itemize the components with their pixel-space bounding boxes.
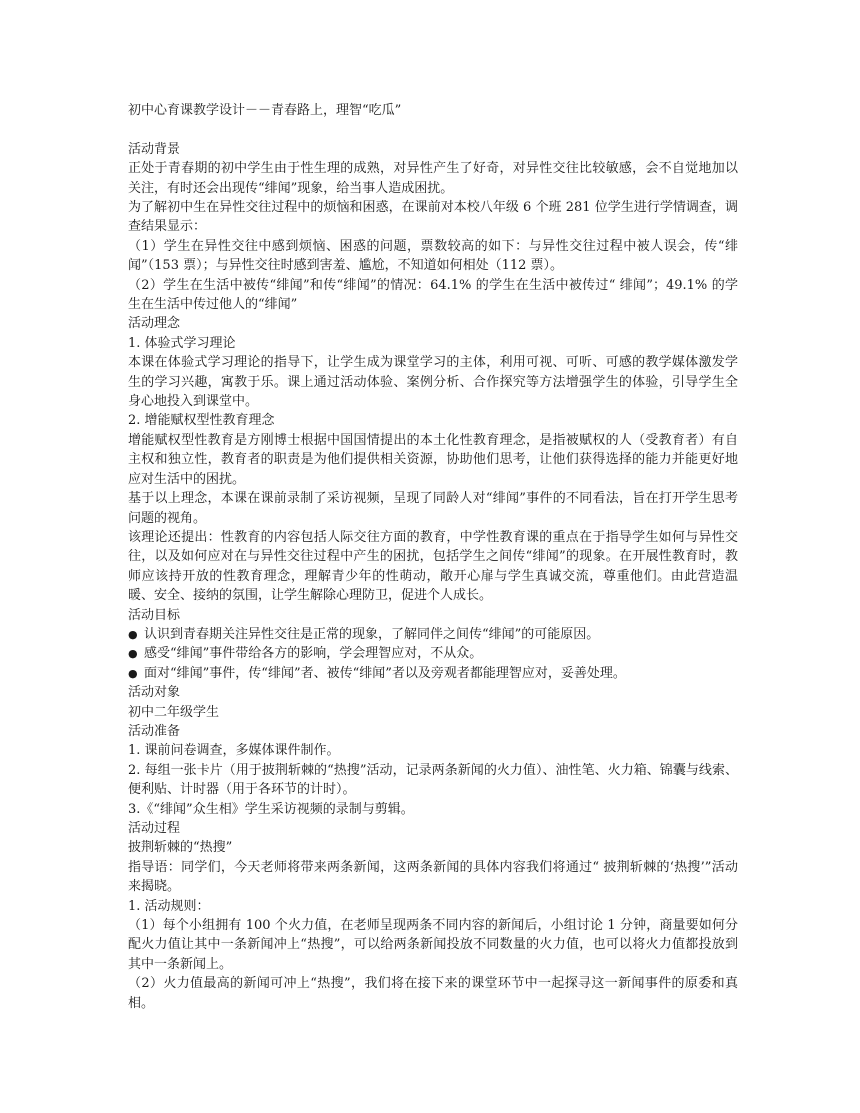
bullet-icon: ● [128, 627, 138, 641]
list-item-text: 感受“绯闻”事件带给各方的影响，学会理智应对，不从众。 [144, 646, 483, 662]
paragraph: 正处于青春期的初中学生由于性生理的成熟，对异性产生了好奇，对异性交往比较敏感，会不自觉地加以关注，有时还会出现传“绯闻”现象，给当事人造成困扰。 [128, 161, 738, 196]
section-heading-target: 活动对象 [128, 685, 181, 701]
section-heading-background: 活动背景 [128, 141, 181, 157]
paragraph: （2）学生在生活中被传“绯闻”和传“绯闻”的情况：64.1% 的学生在生活中被传过“ 绯闻”；49.1% 的学生在生活中传过他人的“绯闻” [128, 277, 738, 313]
paragraph: 增能赋权型性教育是方刚博士根据中国国情提出的本土化性教育理念，是指被赋权的人（受教育者）有自主权和独立性，教育者的职责是为他们提供相关资源，协助他们思考，让他们获得选择的能力并能更好地应对生活中的困扰。 [128, 432, 738, 487]
list-item-text: 认识到青春期关注异性交往是正常的现象，了解同伴之间传“绯闻”的可能原因。 [144, 626, 600, 642]
list-item [128, 625, 738, 644]
document-page [128, 101, 738, 1013]
subheading: 2. 增能赋权型性教育理念 [128, 413, 275, 429]
subheading: 1. 体验式学习理论 [128, 335, 236, 351]
section-heading-process: 活动过程 [128, 821, 181, 837]
list-item: 1. 课前问卷调查，多媒体课件制作。 [128, 743, 340, 759]
subheading: 1. 活动规则： [128, 898, 210, 914]
section-heading-goals: 活动目标 [128, 607, 181, 623]
section-heading-concept: 活动理念 [128, 316, 181, 332]
bullet-icon: ● [128, 666, 138, 680]
document-title: 初中心育课教学设计－－青春路上，理智“吃瓜” [128, 103, 402, 118]
paragraph: （2）火力值最高的新闻可冲上“热搜”，我们将在接下来的课堂环节中一起探寻这一新闻事件的原委和真相。 [128, 976, 738, 1011]
subheading: 披荆斩棘的“热搜” [128, 840, 233, 856]
list-item: 2. 每组一张卡片（用于披荆斩棘的“热搜”活动，记录两条新闻的火力值）、油性笔、火力箱、锦囊与线索、便利贴、计时器（用于各环节的计时）。 [128, 762, 738, 798]
paragraph: 为了解初中生在异性交往过程中的烦恼和困惑，在课前对本校八年级 6 个班 281 位学生进行学情调查，调查结果显示： [128, 200, 738, 235]
paragraph: （1）每个小组拥有 100 个火力值，在老师呈现两条不同内容的新闻后，小组讨论 1 分钟，商量要如何分配火力值让其中一条新闻冲上“热搜”，可以给两条新闻投放不同数量的火力值，也可以将火力值都投放到其中一条新闻上。 [128, 918, 738, 972]
list-item: 3.《“绯闻”众生相》学生采访视频的录制与剪辑。 [128, 801, 414, 817]
bullet-icon: ● [128, 647, 138, 661]
list-item [128, 644, 738, 663]
paragraph: 指导语：同学们，今天老师将带来两条新闻，这两条新闻的具体内容我们将通过“ 披荆斩棘的‘热搜’”活动来揭晓。 [128, 859, 738, 895]
paragraph: （1）学生在异性交往中感到烦恼、困惑的问题，票数较高的如下：与异性交往过程中被人误会，传“绯闻”（153 票）；与异性交往时感到害羞、尴尬，不知道如何相处（112 票）。 [128, 238, 738, 274]
paragraph: 基于以上理念，本课在课前录制了采访视频，呈现了同龄人对“绯闻”事件的不同看法，旨在打开学生思考问题的视角。 [128, 491, 738, 526]
paragraph: 初中二年级学生 [128, 704, 220, 720]
list-item-text: 面对“绯闻”事件，传“绯闻”者、被传“绯闻”者以及旁观者都能理智应对，妥善处理。 [144, 665, 626, 681]
section-heading-prep: 活动准备 [128, 723, 181, 739]
list-item [128, 664, 738, 683]
paragraph: 该理论还提出：性教育的内容包括人际交往方面的教育，中学性教育课的重点在于指导学生如何与异性交往，以及如何应对在与异性交往过程中产生的困扰，包括学生之间传“绯闻”的现象。在开展性教育时，教师应该持开放的性教育理念，理解青少年的性萌动，敞开心扉与学生真诚交流，尊重他们。由此营造温暖、安全、接纳的氛围，让学生解除心理防卫，促进个人成长。 [128, 529, 738, 604]
paragraph: 本课在体验式学习理论的指导下，让学生成为课堂学习的主体，利用可视、可听、可感的教学媒体激发学生的学习兴趣，寓教于乐。课上通过活动体验、案例分析、合作探究等方法增强学生的体验，引导学生全身心地投入到课堂中。 [128, 355, 738, 410]
